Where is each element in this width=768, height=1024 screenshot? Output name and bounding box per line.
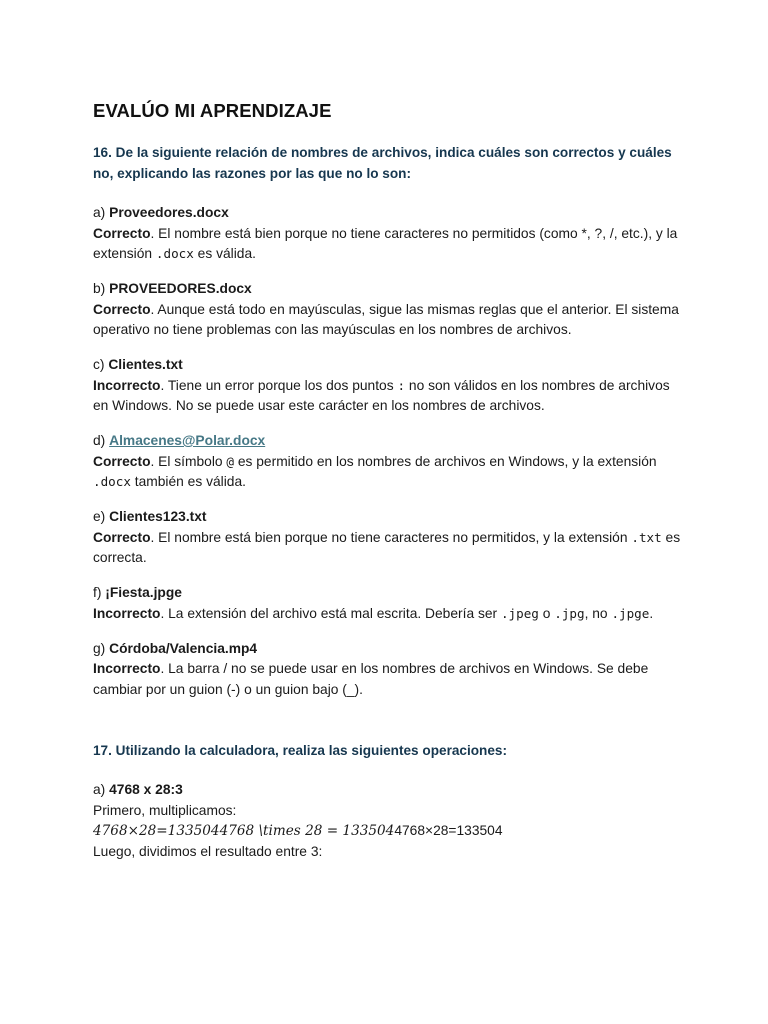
explanation: también es válida.	[130, 474, 246, 489]
explanation: . Tiene un error porque los dos puntos	[160, 377, 398, 393]
calc-head	[93, 780, 683, 801]
verdict: Correcto	[93, 301, 151, 317]
page-title: EVALÚO MI APRENDIZAJE	[93, 100, 332, 121]
item-letter: f)	[93, 585, 102, 600]
item-head	[93, 203, 683, 224]
code-extension: .txt	[631, 529, 662, 545]
explanation: o	[538, 605, 555, 621]
list-item-d	[93, 431, 683, 493]
item-letter: b)	[93, 281, 106, 296]
verdict: Incorrecto	[93, 377, 161, 393]
verdict: Incorrecto	[93, 661, 161, 676]
explanation: .	[649, 605, 654, 621]
explanation: . El nombre está bien porque no tiene caracteres no permitidos, y la extensión	[150, 529, 632, 545]
item-head	[93, 583, 683, 604]
verdict: Correcto	[93, 453, 151, 469]
verdict: Incorrecto	[93, 605, 161, 621]
file-name: Clientes.txt	[108, 357, 183, 372]
calc-step-text: Primero, multiplicamos:	[93, 802, 237, 818]
item-letter: c)	[93, 357, 105, 372]
calc-item-a	[93, 780, 683, 862]
question-17-prompt: 17. Utilizando la calculadora, realiza las siguientes operaciones:	[93, 743, 508, 758]
explanation: es permitido en los nombres de archivos en Windows, y la extensión	[234, 453, 657, 469]
math-result: 4768×28=133504	[394, 823, 503, 838]
explanation: . El símbolo	[150, 453, 227, 469]
code-extension: .jpg	[554, 605, 585, 621]
explanation: es correcta.	[93, 529, 681, 565]
calc-step-text: Luego, dividimos el resultado entre 3:	[93, 843, 323, 859]
file-name: Clientes123.txt	[109, 509, 207, 524]
code-extension: .jpge	[611, 605, 650, 621]
code-extension: .docx	[93, 474, 131, 489]
file-name: Córdoba/Valencia.mp4	[109, 640, 258, 656]
explanation: . La extensión del archivo está mal escrita. Debería ser	[160, 605, 501, 621]
file-name: ¡Fiesta.jpge	[105, 585, 182, 600]
code-extension: .docx	[155, 246, 194, 261]
item-head	[93, 355, 683, 376]
explanation: . Aunque está todo en mayúsculas, sigue las mismas reglas que el anterior. El sistema operativo no tiene problemas con las mayúsculas en los nombres de archivos.	[93, 301, 679, 337]
file-name-link[interactable]: Almacenes@Polar.docx	[109, 433, 266, 448]
list-item-c	[93, 355, 683, 417]
verdict: Correcto	[93, 529, 151, 545]
list-item-g	[93, 639, 683, 701]
question-16-prompt: 16. De la siguiente relación de nombres de archivos, indica cuáles son correctos y cuáles no, explicando las razones por las que no lo son:	[93, 145, 672, 181]
list-item-f	[93, 583, 683, 624]
code-extension: .jpeg	[500, 605, 539, 621]
code-character: @	[226, 453, 235, 469]
code-character: :	[397, 377, 406, 393]
item-head	[93, 639, 683, 660]
explanation: no son válidos en los nombres de archivos en Windows. No se puede usar este carácter en los nombres de archivos.	[93, 377, 670, 413]
item-head	[93, 279, 683, 300]
item-head	[93, 431, 683, 452]
verdict: Correcto	[93, 225, 151, 241]
list-item-e	[93, 507, 683, 569]
list-item-b	[93, 279, 683, 341]
item-letter: d)	[93, 433, 106, 448]
explanation: . El nombre está bien porque no tiene caracteres no permitidos (como *, ?, /, etc.), y la extensión	[93, 225, 678, 261]
file-name: PROVEEDORES.docx	[109, 281, 252, 296]
explanation: . La barra / no se puede usar en los nombres de archivos en Windows. Se debe cambiar por un guion (-) o un guion bajo (_).	[93, 661, 649, 697]
document-page	[93, 100, 683, 862]
calc-math-line	[93, 821, 683, 842]
item-letter: a)	[93, 205, 106, 220]
math-expression: 4768×28=1335044768 \times 28 = 133504	[93, 823, 395, 839]
item-letter: e)	[93, 509, 106, 524]
item-letter: a)	[93, 782, 106, 797]
explanation: es válida.	[193, 246, 256, 261]
operation: 4768 x 28:3	[109, 782, 183, 797]
file-name: Proveedores.docx	[109, 205, 229, 220]
explanation: , no	[584, 605, 612, 621]
item-head	[93, 507, 683, 528]
item-letter: g)	[93, 640, 106, 656]
list-item-a	[93, 203, 683, 265]
